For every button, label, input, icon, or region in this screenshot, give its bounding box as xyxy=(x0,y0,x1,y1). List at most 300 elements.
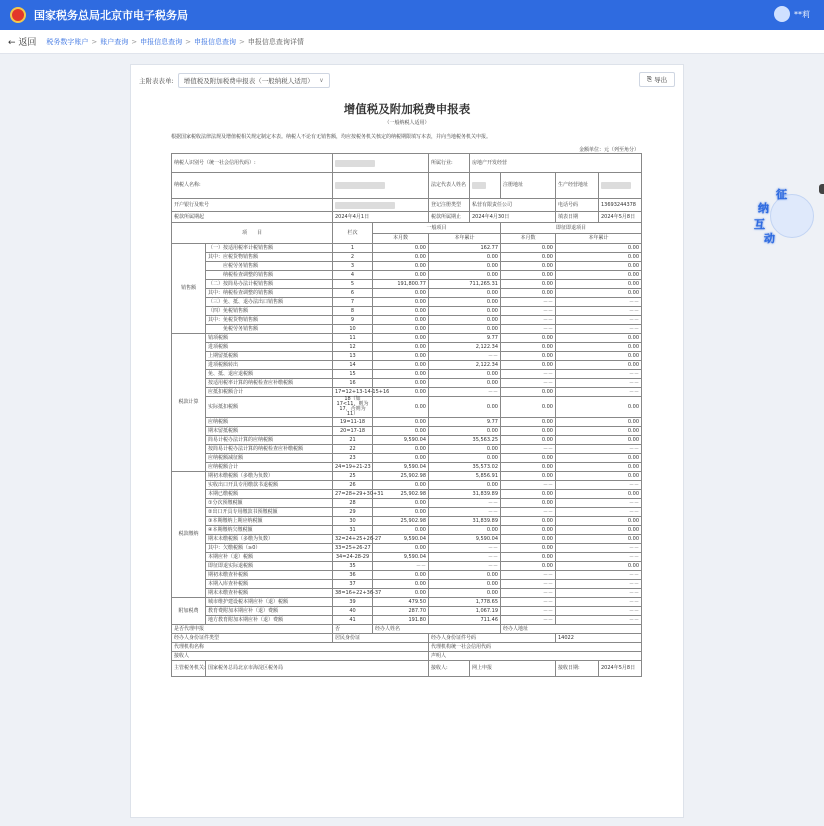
breadcrumb: ← 返回 税务数字账户 > 账户查询 > 申报信息查询 > 申报信息查询 > 申报信息查询详情 xyxy=(0,30,824,54)
row-name: 即征即退实际退税额 xyxy=(206,562,333,571)
toolbar xyxy=(131,69,683,91)
table-row xyxy=(172,244,642,253)
reg-type-value: 私营有限责任公司 xyxy=(470,199,556,212)
bank-label: 开户银行及账号 xyxy=(172,199,333,212)
row-name: 免、抵、退应退税额 xyxy=(206,370,333,379)
breadcrumb-item[interactable]: 申报信息查询 xyxy=(140,37,183,46)
widget-char: 征 xyxy=(776,188,787,201)
widget-char: 纳 xyxy=(758,202,769,215)
refund-month: 0.00 xyxy=(501,418,556,427)
row-col: 10 xyxy=(333,325,373,334)
row-name: 应税劳务销售额 xyxy=(206,262,333,271)
fill-date-label: 填表日期 xyxy=(556,212,599,223)
refund-ytd: 0.00 xyxy=(556,361,642,370)
rep-label: 法定代表人姓名 xyxy=(429,173,470,199)
refund-ytd: －－ xyxy=(556,508,642,517)
table-row xyxy=(172,280,642,289)
refund-ytd: －－ xyxy=(556,298,642,307)
general-month: 0.00 xyxy=(373,526,429,535)
general-header: 一般项目 xyxy=(373,223,501,234)
general-month: 9,590.04 xyxy=(373,535,429,544)
refund-ytd: 0.00 xyxy=(556,289,642,298)
refund-ytd: 0.00 xyxy=(556,334,642,343)
refund-ytd: －－ xyxy=(556,445,642,454)
table-row xyxy=(172,325,642,334)
general-ytd: 0.00 xyxy=(429,316,501,325)
general-month: 0.00 xyxy=(373,499,429,508)
back-button[interactable]: ← 返回 xyxy=(8,38,37,48)
form-subtitle: （一般纳税人适用） xyxy=(384,120,430,126)
refund-month: 0.00 xyxy=(501,397,556,418)
refund-ytd: 0.00 xyxy=(556,271,642,280)
general-ytd: 711,265.31 xyxy=(429,280,501,289)
row-name: 本期应补（退）税额 xyxy=(206,553,333,562)
recv-date-label: 接收日期: xyxy=(556,661,599,677)
row-col: 41 xyxy=(333,616,373,625)
refund-month: 0.00 xyxy=(501,334,556,343)
general-ytd: 0.00 xyxy=(429,379,501,388)
table-row xyxy=(172,397,642,418)
row-name: 期初未缴税额（多缴为负数） xyxy=(206,472,333,481)
general-month: 0.00 xyxy=(373,544,429,553)
row-col: 16 xyxy=(333,379,373,388)
refund-month: 0.00 xyxy=(501,271,556,280)
refund-ytd: －－ xyxy=(556,616,642,625)
general-ytd: 0.00 xyxy=(429,445,501,454)
org-name-label: 代理机构名称 xyxy=(172,643,429,652)
form-note: 根据国家税收法律法规及增值税相关规定制定本表。纳税人不论有无销售额，均应按税务机关核定的纳税期限填写本表，并向当地税务机关申报。 xyxy=(171,134,492,140)
general-ytd: 2,122.34 xyxy=(429,343,501,352)
row-name: 简易计税办法计算的应纳税额 xyxy=(206,436,333,445)
table-row xyxy=(172,343,642,352)
row-col: 19=11-18 xyxy=(333,418,373,427)
section-label: 税款计算 xyxy=(172,334,206,472)
table-row xyxy=(172,490,642,499)
row-name: 实际抵扣税额 xyxy=(206,397,333,418)
general-month: －－ xyxy=(373,562,429,571)
row-name: 上期留抵税额 xyxy=(206,352,333,361)
row-name: 进项税额转出 xyxy=(206,361,333,370)
row-name: 教育费附加本期应补（退）费额 xyxy=(206,607,333,616)
refund-month: 0.00 xyxy=(501,280,556,289)
month-header: 本月数 xyxy=(373,234,429,244)
row-name: ②出口开具专用缴款书预缴税额 xyxy=(206,508,333,517)
row-col: 4 xyxy=(333,271,373,280)
row-name: ③本期缴纳上期应纳税额 xyxy=(206,517,333,526)
breadcrumb-item[interactable]: 税务数字账户 xyxy=(46,37,89,46)
row-col: 7 xyxy=(333,298,373,307)
row-name: 期末未缴税额（多缴为负数） xyxy=(206,535,333,544)
section-label: 附加税费 xyxy=(172,598,206,625)
general-month: 0.00 xyxy=(373,589,429,598)
refund-ytd: －－ xyxy=(556,544,642,553)
row-col: 37 xyxy=(333,580,373,589)
refund-month: －－ xyxy=(501,370,556,379)
widget-char: 互 xyxy=(754,218,765,231)
refund-ytd: 0.00 xyxy=(556,352,642,361)
row-col: 25 xyxy=(333,472,373,481)
declarer-label: 声明人 xyxy=(429,652,642,661)
row-col: 30 xyxy=(333,517,373,526)
fill-date-value: 2024年5月8日 xyxy=(599,212,642,223)
receiver2-label: 接收人: xyxy=(429,661,470,677)
id-type-value: 居民身份证 xyxy=(333,634,429,643)
table-row xyxy=(172,481,642,490)
row-name: 其中：欠缴税额（≥0） xyxy=(206,544,333,553)
row-name: 地方教育附加本期应补（退）费额 xyxy=(206,616,333,625)
period-end-value: 2024年4月30日 xyxy=(470,212,556,223)
refund-ytd: －－ xyxy=(556,571,642,580)
row-name: 实收出口开具专用缴款书退税额 xyxy=(206,481,333,490)
general-ytd: －－ xyxy=(429,499,501,508)
row-col: 31 xyxy=(333,526,373,535)
period-start-label: 税款所属期起 xyxy=(172,212,333,223)
refund-ytd: 0.00 xyxy=(556,526,642,535)
table-row xyxy=(172,571,642,580)
row-name: ①分次预缴税额 xyxy=(206,499,333,508)
refund-month: －－ xyxy=(501,571,556,580)
table-row xyxy=(172,427,642,436)
refund-month: 0.00 xyxy=(501,544,556,553)
row-name: 免税劳务销售额 xyxy=(206,325,333,334)
refund-ytd: 0.00 xyxy=(556,454,642,463)
general-month: 9,590.04 xyxy=(373,463,429,472)
refund-ytd: 0.00 xyxy=(556,397,642,418)
table-row xyxy=(172,517,642,526)
refund-ytd: －－ xyxy=(556,607,642,616)
row-name: 按适用税率计算的纳税检查应补缴税额 xyxy=(206,379,333,388)
row-name: 应纳税额减征额 xyxy=(206,454,333,463)
row-col: 14 xyxy=(333,361,373,370)
refund-month: －－ xyxy=(501,325,556,334)
general-month: 0.00 xyxy=(373,379,429,388)
table-row xyxy=(172,463,642,472)
taxpayer-id-label: 纳税人识别号（统一社会信用代码）: xyxy=(172,154,333,173)
table-row xyxy=(172,388,642,397)
breadcrumb-current: 申报信息查询详情 xyxy=(247,37,304,46)
row-col: 3 xyxy=(333,262,373,271)
row-col: 28 xyxy=(333,499,373,508)
refund-ytd: 0.00 xyxy=(556,463,642,472)
chevron-down-icon: ∨ xyxy=(319,76,324,84)
refund-month: －－ xyxy=(501,598,556,607)
industry-value: 房地产开发经营 xyxy=(470,154,642,173)
general-ytd: 0.00 xyxy=(429,253,501,262)
refund-ytd: 0.00 xyxy=(556,280,642,289)
top-bar xyxy=(0,0,824,30)
general-ytd: 35,563.25 xyxy=(429,436,501,445)
general-ytd: 5,856.91 xyxy=(429,472,501,481)
general-month: 287.70 xyxy=(373,607,429,616)
refund-header: 即征即退项目 xyxy=(501,223,642,234)
refund-ytd: －－ xyxy=(556,580,642,589)
table-row xyxy=(172,316,642,325)
refund-month: 0.00 xyxy=(501,388,556,397)
ytd-header: 本年累计 xyxy=(556,234,642,244)
refund-month: －－ xyxy=(501,580,556,589)
refund-ytd: －－ xyxy=(556,598,642,607)
breadcrumb-item[interactable]: 账户查询 xyxy=(100,37,129,46)
refund-ytd: 0.00 xyxy=(556,427,642,436)
table-row xyxy=(172,445,642,454)
refund-month: 0.00 xyxy=(501,454,556,463)
general-ytd: －－ xyxy=(429,508,501,517)
general-month: 0.00 xyxy=(373,289,429,298)
general-ytd: 1,778.65 xyxy=(429,598,501,607)
row-col: 26 xyxy=(333,481,373,490)
table-row xyxy=(172,253,642,262)
row-name: 应抵扣税额合计 xyxy=(206,388,333,397)
table-row xyxy=(172,598,642,607)
refund-ytd: －－ xyxy=(556,379,642,388)
month-header: 本月数 xyxy=(501,234,556,244)
general-ytd: 0.00 xyxy=(429,589,501,598)
general-month: 0.00 xyxy=(373,427,429,436)
general-ytd: 0.00 xyxy=(429,289,501,298)
row-col: 6 xyxy=(333,289,373,298)
refund-month: －－ xyxy=(501,616,556,625)
general-month: 25,902.98 xyxy=(373,517,429,526)
row-col: 15 xyxy=(333,370,373,379)
refund-ytd: 0.00 xyxy=(556,418,642,427)
general-ytd: －－ xyxy=(429,388,501,397)
general-ytd: 0.00 xyxy=(429,271,501,280)
refund-month: 0.00 xyxy=(501,361,556,370)
general-ytd: 9,590.04 xyxy=(429,535,501,544)
refund-ytd: －－ xyxy=(556,553,642,562)
general-ytd: －－ xyxy=(429,553,501,562)
table-row xyxy=(172,298,642,307)
general-ytd: 0.00 xyxy=(429,325,501,334)
row-col: 36 xyxy=(333,571,373,580)
declaration-table xyxy=(171,153,642,677)
general-month: 0.00 xyxy=(373,571,429,580)
general-month: 0.00 xyxy=(373,262,429,271)
row-col: 18（如17<11，则为17，否则为11） xyxy=(333,397,373,418)
table-row xyxy=(172,334,642,343)
general-ytd: 35,573.02 xyxy=(429,463,501,472)
phone-label: 电话号码 xyxy=(556,199,599,212)
general-month: 0.00 xyxy=(373,454,429,463)
reg-addr-label: 注册地址 xyxy=(501,173,556,199)
row-col: 9 xyxy=(333,316,373,325)
row-name: 纳税检查调整的销售额 xyxy=(206,271,333,280)
refund-ytd: 0.00 xyxy=(556,343,642,352)
general-month: 0.00 xyxy=(373,361,429,370)
table-row xyxy=(172,361,642,370)
table-row xyxy=(172,607,642,616)
refund-ytd: －－ xyxy=(556,325,642,334)
general-month: 0.00 xyxy=(373,271,429,280)
general-month: 0.00 xyxy=(373,352,429,361)
general-month: 0.00 xyxy=(373,244,429,253)
refund-month: 0.00 xyxy=(501,526,556,535)
row-col: 12 xyxy=(333,343,373,352)
row-name: 应纳税额 xyxy=(206,418,333,427)
general-month: 479.50 xyxy=(373,598,429,607)
table-row xyxy=(172,352,642,361)
row-name: 按简易计税办法计算的纳税检查应补缴税额 xyxy=(206,445,333,454)
refund-ytd: 0.00 xyxy=(556,562,642,571)
refund-month: －－ xyxy=(501,298,556,307)
general-ytd: 2,122.34 xyxy=(429,361,501,370)
refund-month: 0.00 xyxy=(501,553,556,562)
row-name: ④本期缴纳欠缴税额 xyxy=(206,526,333,535)
row-name: 进项税额 xyxy=(206,343,333,352)
table-row xyxy=(172,526,642,535)
refund-ytd: －－ xyxy=(556,307,642,316)
general-month: 0.00 xyxy=(373,334,429,343)
refund-ytd: 0.00 xyxy=(556,535,642,544)
refund-month: 0.00 xyxy=(501,289,556,298)
row-col: 2 xyxy=(333,253,373,262)
widget-char: 动 xyxy=(764,232,775,245)
refund-ytd: 0.00 xyxy=(556,262,642,271)
office-label: 主管税务机关: xyxy=(172,661,206,677)
row-col: 8 xyxy=(333,307,373,316)
table-row xyxy=(172,436,642,445)
refund-month: 0.00 xyxy=(501,562,556,571)
general-ytd: 0.00 xyxy=(429,397,501,418)
general-month: 0.00 xyxy=(373,325,429,334)
general-month: 0.00 xyxy=(373,397,429,418)
general-ytd: 162.77 xyxy=(429,244,501,253)
row-name: 本期已缴税额 xyxy=(206,490,333,499)
agent-name-label: 经办人姓名 xyxy=(373,625,501,634)
section-label: 税款缴纳 xyxy=(172,472,206,598)
form-select[interactable]: 增值税及附加税费申报表（一般纳税人适用） ∨ xyxy=(178,73,330,88)
avatar xyxy=(774,6,790,22)
row-name: （四）免税销售额 xyxy=(206,307,333,316)
row-col: 35 xyxy=(333,562,373,571)
row-col: 40 xyxy=(333,607,373,616)
general-month: 0.00 xyxy=(373,343,429,352)
col-index-header: 栏次 xyxy=(333,223,373,244)
general-month: 0.00 xyxy=(373,298,429,307)
org-code-label: 代理机构统一社会信用代码 xyxy=(429,643,642,652)
row-col: 22 xyxy=(333,445,373,454)
row-col: 11 xyxy=(333,334,373,343)
section-label: 销售额 xyxy=(172,244,206,334)
table-row xyxy=(172,616,642,625)
refund-ytd: 0.00 xyxy=(556,436,642,445)
row-col: 1 xyxy=(333,244,373,253)
refund-month: 0.00 xyxy=(501,436,556,445)
row-name: （一）按适用税率计税销售额 xyxy=(206,244,333,253)
general-ytd: 0.00 xyxy=(429,307,501,316)
refund-month: 0.00 xyxy=(501,244,556,253)
period-end-label: 税款所属期止 xyxy=(429,212,470,223)
row-name: 其中：免税货物销售额 xyxy=(206,316,333,325)
refund-month: 0.00 xyxy=(501,352,556,361)
row-col: 38=16+22+36-37 xyxy=(333,589,373,598)
general-month: 0.00 xyxy=(373,418,429,427)
table-row xyxy=(172,262,642,271)
refund-month: 0.00 xyxy=(501,427,556,436)
refund-month: －－ xyxy=(501,316,556,325)
general-ytd: 31,839.89 xyxy=(429,490,501,499)
general-month: 0.00 xyxy=(373,253,429,262)
refund-month: 0.00 xyxy=(501,463,556,472)
refund-month: －－ xyxy=(501,607,556,616)
table-row xyxy=(172,562,642,571)
refund-month: －－ xyxy=(501,589,556,598)
row-col: 33=25+26-27 xyxy=(333,544,373,553)
general-ytd: 0.00 xyxy=(429,262,501,271)
general-ytd: －－ xyxy=(429,562,501,571)
agent-value: 否 xyxy=(333,625,373,634)
agent-label: 是否代理申报 xyxy=(172,625,333,634)
export-button[interactable]: ⎘ 导出 xyxy=(639,72,675,87)
refund-month: 0.00 xyxy=(501,535,556,544)
refund-ytd: －－ xyxy=(556,388,642,397)
taxpayer-name-label: 纳税人名称: xyxy=(172,173,333,199)
table-row xyxy=(172,535,642,544)
table-row xyxy=(172,271,642,280)
interaction-widget[interactable] xyxy=(750,186,820,246)
app-title: 国家税务总局北京市电子税务局 xyxy=(34,9,188,22)
table-row xyxy=(172,370,642,379)
refund-month: －－ xyxy=(501,379,556,388)
row-col: 13 xyxy=(333,352,373,361)
id-type-label: 经办人身份证件类型 xyxy=(172,634,333,643)
general-month: 25,902.98 xyxy=(373,490,429,499)
general-month: 25,902.98 xyxy=(373,472,429,481)
row-name: 销项税额 xyxy=(206,334,333,343)
general-ytd: 0.00 xyxy=(429,427,501,436)
row-name: 期末未缴查补税额 xyxy=(206,589,333,598)
row-name: 本期入库查补税额 xyxy=(206,580,333,589)
refund-month: 0.00 xyxy=(501,499,556,508)
refund-ytd: 0.00 xyxy=(556,472,642,481)
general-month: 0.00 xyxy=(373,307,429,316)
table-row xyxy=(172,580,642,589)
detail-panel xyxy=(130,64,684,818)
refund-ytd: 0.00 xyxy=(556,517,642,526)
row-name: 期初未缴查补税额 xyxy=(206,571,333,580)
form-title: 增值税及附加税费申报表 xyxy=(343,102,471,116)
general-month: 0.00 xyxy=(373,580,429,589)
refund-month: －－ xyxy=(501,445,556,454)
general-month: 0.00 xyxy=(373,481,429,490)
tax-bureau-logo xyxy=(10,7,26,23)
reg-type-label: 登记注册类型 xyxy=(429,199,470,212)
row-col: 5 xyxy=(333,280,373,289)
row-col: 34=24-28-29 xyxy=(333,553,373,562)
row-name: 期末留抵税额 xyxy=(206,427,333,436)
id-no-label: 经办人身份证件号码 xyxy=(429,634,556,643)
refund-ytd: －－ xyxy=(556,370,642,379)
refund-ytd: －－ xyxy=(556,499,642,508)
general-month: 9,590.04 xyxy=(373,436,429,445)
receiver-label: 接收人 xyxy=(172,652,429,661)
table-row xyxy=(172,553,642,562)
row-col: 24=19+21-23 xyxy=(333,463,373,472)
row-name: 其中：应税货物销售额 xyxy=(206,253,333,262)
row-name: （三）免、抵、退办法出口销售额 xyxy=(206,298,333,307)
refund-month: 0.00 xyxy=(501,472,556,481)
refund-month: －－ xyxy=(501,481,556,490)
agent-addr-label: 经办人地址 xyxy=(501,625,642,634)
general-month: 0.00 xyxy=(373,445,429,454)
general-ytd: 0.00 xyxy=(429,526,501,535)
user-menu[interactable] xyxy=(774,6,810,22)
refund-ytd: 0.00 xyxy=(556,490,642,499)
col-item-header: 项 目 xyxy=(172,223,333,244)
refund-ytd: －－ xyxy=(556,481,642,490)
breadcrumb-item[interactable]: 申报信息查询 xyxy=(194,37,237,46)
general-ytd: 0.00 xyxy=(429,571,501,580)
